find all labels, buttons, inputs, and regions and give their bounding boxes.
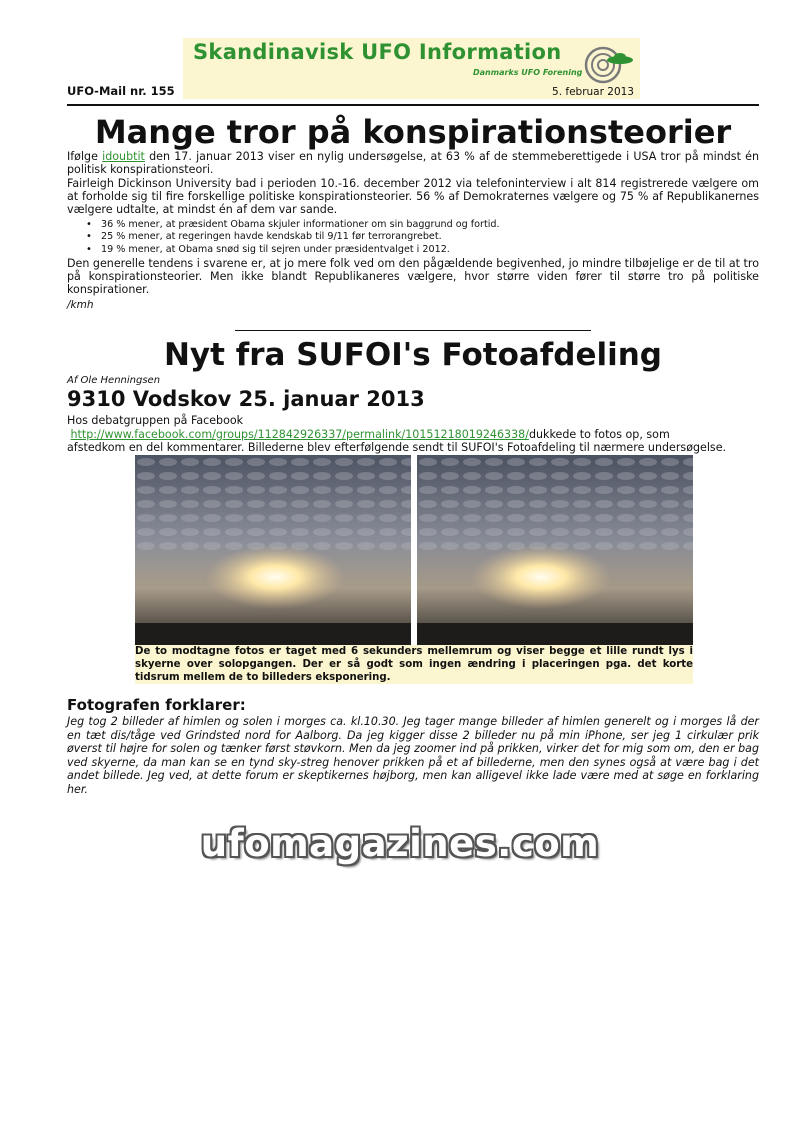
section-title-photo-department: Nyt fra SUFOI's Fotoafdeling — [163, 337, 662, 373]
issue-date: 5. februar 2013 — [552, 86, 634, 98]
sufoi-logo-icon — [583, 40, 637, 84]
idoubtit-link[interactable]: idoubtit — [102, 150, 145, 163]
article1-paragraph-1: Ifølge idoubtit den 17. januar 2013 viser en nylig undersøgelse, at 63 % af de stemmeberettigede i USA tror på mindst én politisk konspirationsteori. — [67, 150, 759, 177]
byline: Af Ole Henningsen — [67, 375, 161, 386]
list-item: • 36 % mener, at præsident Obama skjuler informationer om sin baggrund og fortid. — [67, 219, 759, 231]
article2-intro: Hos debatgruppen på Facebook — [67, 414, 244, 427]
article2-source-paragraph-cont: afstedkom en del kommentarer. Billederne blev efterfølgende sendt til SUFOI's Fotoafdeling til nærmere undersøgelse. — [67, 441, 727, 454]
case-title: 9310 Vodskov 25. januar 2013 — [67, 387, 425, 411]
author-signature: /kmh — [67, 299, 94, 311]
article1-paragraph-2: Fairleigh Dickinson University bad i perioden 10.-16. december 2012 via telefoninterview i alt 814 registrerede vælgere om at forholde sig til fire forskellige politiske konspirationsteorier. 56 % af Demokraternes vælgere og 75 % af Republikanernes vælgere udtalte, at mindst én af dem var sande. — [67, 177, 759, 217]
header-banner — [183, 38, 640, 86]
newsletter-title: Skandinavisk UFO Information — [193, 40, 562, 64]
issue-number: UFO-Mail nr. 155 — [67, 84, 175, 98]
facebook-link[interactable]: http://www.facebook.com/groups/112842926337/permalink/10151218019246338/ — [70, 428, 529, 441]
sky-photo-2 — [417, 455, 693, 645]
article2-source-paragraph: http://www.facebook.com/groups/112842926337/permalink/10151218019246338/dukkede to fotos op, som — [70, 428, 670, 441]
list-item: • 19 % mener, at Obama snød sig til sejren under præsidentvalget i 2012. — [67, 244, 759, 256]
witness-heading: Fotografen forklarer: — [67, 696, 246, 714]
article1-paragraph-3: Den generelle tendens i svarene er, at jo mere folk ved om den pågældende begivenhed, jo mindre tilbøjelige er de til at tro på konspirationsteorier. Men ikke blandt Republikaneres vælgere, hvor større viden fører til større tro på politiske konspirationer. — [67, 257, 759, 297]
witness-statement: Jeg tog 2 billeder af himlen og solen i morges ca. kl.10.30. Jeg tager mange billeder af himlen generelt og i morges lå der en tæt dis/tåge ved Grindsted nord for Aalborg. Da jeg kigger disse 2 billeder nu på min iPhone, ser jeg 1 cirkulær prik øverst til højre for solen og tænker først støvkorn. Men da jeg zoomer ind på prikken, virker det for mig som om, den er bag ved skyerne, da man kan se en tynd sky-streg henover prikken på et af billederne, men den synes også at være bag i det andet billede. Jeg ved, at dette forum er skeptikernes højborg, men kan alligevel ikke lade være med at søge en forklaring her. — [67, 715, 759, 796]
organization-name: Danmarks UFO Forening — [473, 68, 583, 77]
section-divider — [235, 330, 591, 331]
photo-caption: De to modtagne fotos er taget med 6 sekunders mellemrum og viser begge et lille rundt lys i skyerne over solopgangen. Der er så godt som ingen ændring i placeringen pga. det korte tidsrum mellem de to billeders eksponering. — [135, 646, 693, 683]
article-title-conspiracy: Mange tror på konspirationsteorier — [94, 113, 732, 151]
survey-results-list — [67, 219, 759, 256]
watermark: ufomagazines.com — [200, 822, 600, 865]
header-rule — [67, 104, 759, 106]
list-item: • 25 % mener, at regeringen havde kendskab til 9/11 før terrorangrebet. — [67, 231, 759, 243]
sky-photo-1 — [135, 455, 411, 645]
